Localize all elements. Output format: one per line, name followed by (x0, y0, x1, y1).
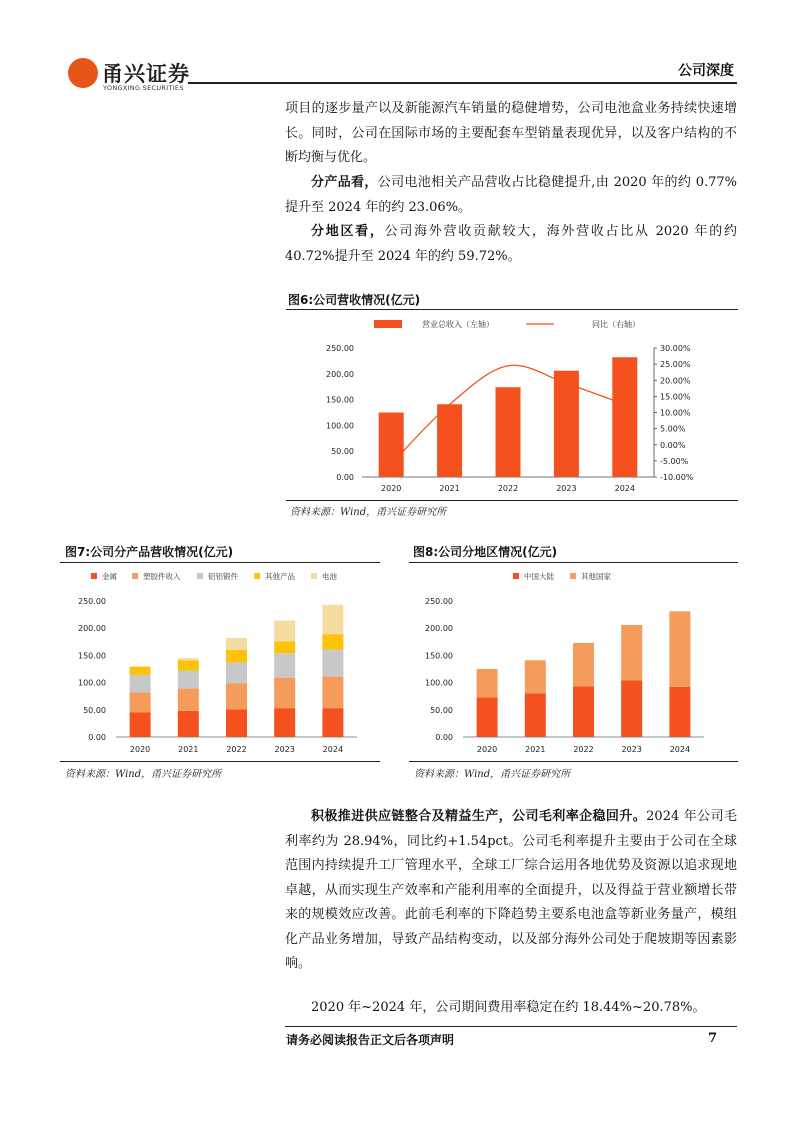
paragraph-3-lead: 分地区看， (311, 224, 385, 239)
fig7-chart (60, 564, 380, 760)
fig6-xtick-label: 2020 (381, 484, 402, 493)
fig7-bar-segment (274, 678, 295, 708)
fig7-xtick-label: 2022 (226, 745, 247, 754)
fig7-bar-segment (226, 683, 247, 709)
fig8-ytick-label: 200.00 (425, 624, 453, 634)
fig7-legend-swatch (91, 573, 97, 579)
footer-rule (285, 1026, 737, 1027)
fig8-bar-segment (621, 680, 642, 737)
fig8-bar-segment (525, 693, 546, 737)
fig7-ytick-label: 50.00 (83, 705, 106, 715)
fig6-ytick-label: 250.00 (326, 344, 354, 353)
fig6-y2tick-label: 30.00% (660, 344, 691, 353)
fig6-y2tick-label: 5.00% (660, 424, 686, 434)
fig7-legend-label: 金属 (102, 572, 117, 581)
fig7-legend-swatch (311, 573, 317, 579)
paragraph-4-lead: 积极推进供应链整合及精益生产，公司毛利率企稳回升。 (311, 809, 647, 824)
fig8-bottom-rule (409, 761, 738, 762)
fig7-bar-segment (130, 666, 151, 667)
fig6-ytick-label: 0.00 (336, 473, 354, 482)
fig7-bottom-rule (60, 761, 380, 762)
fig8-bar-segment (477, 697, 498, 737)
fig6-caption: 图6:公司营收情况(亿元) (288, 293, 421, 307)
fig6-y2tick-label: 20.00% (660, 376, 691, 386)
fig7-bar-segment (226, 662, 247, 683)
fig7-source: 资料来源：Wind，甬兴证券研究所 (65, 769, 222, 780)
fig6-top-rule (286, 309, 738, 310)
fig6-xtick-label: 2023 (556, 484, 577, 493)
fig7-ytick-label: 250.00 (78, 597, 106, 606)
fig8-xtick-label: 2024 (669, 745, 691, 754)
fig8-legend-label: 其他国家 (581, 572, 611, 581)
fig8-legend-swatch (513, 573, 519, 579)
fig7-legend-label: 塑胶件收入 (143, 572, 181, 581)
paragraph-2-text: 公司电池相关产品营收占比稳健提升,由 2020 年的约 0.77%提升至 2024 年的约 23.06%。 (285, 175, 737, 215)
paragraph-4-text: 2024 年公司毛利率约为 28.94%，同比约+1.54pct。公司毛利率提升主要由于公司在全球范围内持续提升工厂管理水平，全球工厂综合运用各地优势及资源以追求现地卓越，从而实现生产效率和产能利用率的全面提升，以及得益于营业额增长带来的规模效应改善。此前毛利率的下降趋势主要系电池盒等新业务量产，模组化产品业务增加，导致产品结构变动，以及部分海外公司处于爬坡期等因素影响。 (285, 809, 737, 971)
fig7-ytick-label: 150.00 (78, 651, 106, 661)
fig7-legend-label: 其他产品 (265, 572, 295, 581)
paragraph-1: 项目的逐步量产以及新能源汽车销量的稳健增势，公司电池盒业务持续快速增长。同时，公司在国际市场的主要配套车型销量表现优异，以及客户结构的不断均衡与优化。 (285, 101, 737, 165)
header-rule (188, 82, 737, 84)
fig6-y2tick-label: -5.00% (660, 456, 689, 466)
logo-icon (68, 58, 98, 88)
fig8-ytick-label: 50.00 (430, 705, 453, 715)
fig7-xtick-label: 2023 (274, 745, 295, 754)
fig7-bar-segment (130, 667, 151, 675)
fig8-ytick-label: 150.00 (425, 651, 453, 661)
fig6-ytick-label: 150.00 (326, 395, 354, 405)
fig7-legend-label: 电池 (322, 572, 337, 581)
fig7-bar-segment (226, 650, 247, 663)
section-title: 公司深度 (678, 63, 734, 79)
fig6-bar (612, 357, 637, 477)
fig6-y2tick-label: 0.00% (660, 440, 686, 450)
fig7-bar-segment (130, 675, 151, 692)
fig7-bar-segment (274, 653, 295, 677)
fig7-bar-segment (322, 605, 343, 634)
fig8-xtick-label: 2023 (621, 745, 642, 754)
fig6-source: 资料来源：Wind，甬兴证券研究所 (290, 507, 447, 518)
fig6-legend-swatch-bar (374, 320, 402, 328)
fig7-bar-segment (322, 708, 343, 737)
fig7-bar-segment (130, 692, 151, 712)
fig8-ytick-label: 100.00 (425, 678, 453, 688)
fig7-bar-segment (178, 660, 199, 670)
fig8-bar-segment (621, 625, 642, 680)
fig8-chart (409, 564, 738, 760)
paragraph-3 (285, 220, 737, 269)
paragraph-3-text: 公司海外营收贡献较大，海外营收占比从 2020 年的约 40.72%提升至 2024 年的约 59.72%。 (285, 224, 737, 264)
fig7-legend-label: 铝铝锻件 (208, 572, 238, 581)
fig6-ytick-label: 50.00 (331, 447, 354, 457)
fig6-xtick-label: 2024 (614, 484, 635, 493)
paragraph-5: 2020 年~2024 年，公司期间费用率稳定在约 18.44%~20.78%。 (311, 1000, 706, 1015)
fig6-xtick-label: 2022 (497, 484, 519, 493)
fig8-legend-label: 中国大陆 (524, 572, 554, 581)
fig8-xtick-label: 2021 (525, 745, 546, 754)
fig7-bar-segment (226, 638, 247, 650)
fig8-top-rule (409, 562, 738, 563)
fig6-ytick-label: 200.00 (326, 369, 354, 379)
fig8-source: 资料来源：Wind，甬兴证券研究所 (414, 769, 571, 780)
fig7-bar-segment (178, 689, 199, 711)
logo-text: 甬兴证券 (102, 62, 190, 86)
fig8-ytick-label: 0.00 (435, 733, 453, 742)
fig6-y2tick-label: 10.00% (660, 408, 691, 418)
fig7-bar-segment (322, 677, 343, 709)
fig8-bar-segment (669, 611, 690, 687)
fig7-xtick-label: 2020 (129, 745, 151, 754)
fig6-y2tick-label: -10.00% (660, 473, 694, 482)
fig7-bar-segment (178, 711, 199, 737)
fig8-bar-segment (525, 660, 546, 693)
fig7-ytick-label: 0.00 (88, 733, 106, 742)
fig8-bar-segment (573, 686, 594, 737)
fig6-legend-label-bar: 营业总收入（左轴） (422, 320, 494, 329)
fig7-bar-segment (226, 709, 247, 737)
fig7-legend-swatch (132, 573, 138, 579)
fig7-bar-segment (274, 621, 295, 642)
fig6-bar (496, 387, 521, 477)
fig6-legend-label-line: 同比（右轴） (592, 320, 640, 329)
fig8-xtick-label: 2020 (476, 745, 498, 754)
fig7-bar-segment (178, 658, 199, 660)
fig8-caption: 图8:公司分地区情况(亿元) (413, 545, 558, 559)
fig8-legend-swatch (570, 573, 576, 579)
fig8-bar-segment (573, 643, 594, 687)
fig7-bar-segment (322, 634, 343, 649)
fig7-xtick-label: 2024 (322, 745, 344, 754)
fig6-bottom-rule (286, 500, 738, 501)
footer-disclaimer: 请务必阅读报告正文后各项声明 (286, 1033, 455, 1047)
fig7-ytick-label: 200.00 (78, 624, 106, 634)
fig6-y2tick-label: 15.00% (660, 392, 691, 402)
paragraph-4 (285, 805, 737, 977)
fig6-bar (379, 413, 404, 478)
fig7-legend-swatch (197, 573, 203, 579)
paragraph-2-lead: 分产品看， (311, 175, 378, 190)
fig6-chart (286, 311, 738, 501)
fig6-y2tick-label: 25.00% (660, 360, 691, 370)
fig7-bar-segment (322, 649, 343, 676)
fig8-bar-segment (669, 687, 690, 737)
fig7-xtick-label: 2021 (178, 745, 199, 754)
fig7-bar-segment (274, 641, 295, 653)
fig7-bar-segment (274, 708, 295, 737)
fig6-ytick-label: 100.00 (326, 421, 354, 431)
fig6-bar (437, 404, 462, 477)
fig8-xtick-label: 2022 (573, 745, 594, 754)
fig7-ytick-label: 100.00 (78, 678, 106, 688)
fig8-ytick-label: 250.00 (425, 597, 453, 606)
fig7-caption: 图7:公司分产品营收情况(亿元) (65, 545, 234, 559)
fig6-xtick-label: 2021 (439, 484, 460, 493)
fig7-bar-segment (130, 713, 151, 737)
fig7-bar-segment (178, 671, 199, 689)
logo-subtext: YONGXING SECURITIES (103, 84, 184, 92)
paragraph-2 (285, 171, 737, 220)
fig7-top-rule (60, 562, 380, 563)
fig8-bar-segment (477, 669, 498, 697)
page-number: 7 (708, 1031, 718, 1046)
fig7-legend-swatch (254, 573, 260, 579)
